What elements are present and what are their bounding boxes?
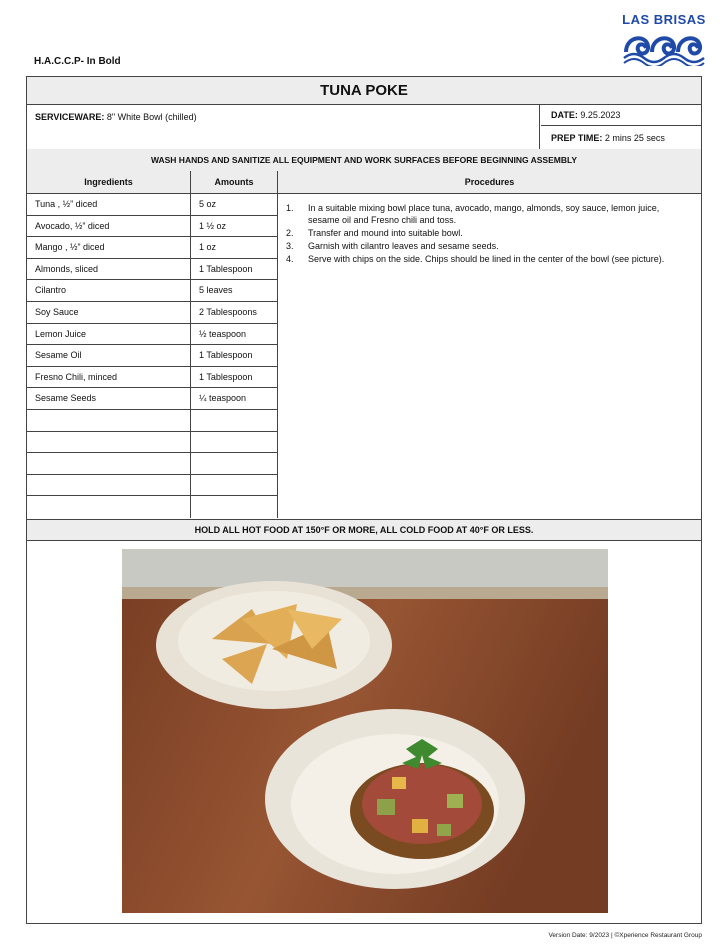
step-text: Transfer and mound into suitable bowl. <box>308 228 463 238</box>
serviceware-label: SERVICEWARE: <box>35 112 105 122</box>
amount-cell <box>191 432 278 453</box>
procedure-step <box>286 202 691 226</box>
amount-cell <box>191 496 278 518</box>
table-row <box>27 496 278 518</box>
table-row <box>27 216 278 238</box>
haccp-note: H.A.C.C.P- In Bold <box>34 56 121 67</box>
table-row <box>27 453 278 475</box>
table-row <box>27 280 278 302</box>
step-text: In a suitable mixing bowl place tuna, avocado, mango, almonds, soy sauce, lemon juice, sesame oil and Fresno chili and toss. <box>308 203 660 225</box>
table-row <box>27 302 278 324</box>
step-number: 2. <box>286 228 294 238</box>
amount-cell: 1 Tablespoon <box>191 345 278 366</box>
ingredient-cell: Soy Sauce <box>27 302 191 323</box>
amount-cell <box>191 475 278 496</box>
amount-cell: 5 leaves <box>191 280 278 301</box>
amount-cell: ½ teaspoon <box>191 324 278 345</box>
prep-time-cell <box>541 127 701 149</box>
table-row <box>27 194 278 216</box>
procedure-step <box>286 240 691 252</box>
step-text: Serve with chips on the side. Chips should be lined in the center of the bowl (see picture). <box>308 254 665 264</box>
ingredients-header: Ingredients <box>27 171 191 194</box>
date-label: DATE: <box>551 110 578 120</box>
amount-cell <box>191 453 278 474</box>
table-row <box>27 410 278 432</box>
table-row <box>27 367 278 389</box>
ingredient-cell <box>27 475 191 496</box>
ingredient-cell: Mango , ½” diced <box>27 237 191 258</box>
wave-logo-icon <box>622 26 706 66</box>
procedure-step <box>286 253 691 265</box>
table-row <box>27 324 278 346</box>
ingredient-cell: Sesame Seeds <box>27 388 191 409</box>
serviceware <box>27 104 540 149</box>
amount-cell: ¼ teaspoon <box>191 388 278 409</box>
version-footer: Version Date: 9/2023 | ©Xperience Restaurant Group <box>548 932 702 939</box>
recipe-sheet <box>26 76 702 924</box>
ingredients-table <box>27 194 278 518</box>
table-row <box>27 259 278 281</box>
amount-cell: 1 Tablespoon <box>191 367 278 388</box>
amount-cell: 1 oz <box>191 237 278 258</box>
las-brisas-logo <box>620 12 708 68</box>
table-row <box>27 345 278 367</box>
step-number: 4. <box>286 254 294 264</box>
date-cell <box>541 104 701 126</box>
amount-cell: 1 Tablespoon <box>191 259 278 280</box>
amounts-header: Amounts <box>191 171 278 194</box>
step-number: 1. <box>286 203 294 213</box>
amount-cell: 2 Tablespoons <box>191 302 278 323</box>
service-row <box>27 104 701 150</box>
dish-photo <box>122 549 608 913</box>
ingredient-cell <box>27 410 191 431</box>
table-row <box>27 388 278 410</box>
hold-temperature-notice: HOLD ALL HOT FOOD AT 150°F OR MORE, ALL COLD FOOD AT 40°F OR LESS. <box>27 519 701 541</box>
logo-text: LAS BRISAS <box>622 12 706 27</box>
table-row <box>27 432 278 454</box>
procedure-step <box>286 227 691 239</box>
ingredient-cell <box>27 496 191 518</box>
amount-cell: 1 ½ oz <box>191 216 278 237</box>
step-number: 3. <box>286 241 294 251</box>
ingredient-cell: Sesame Oil <box>27 345 191 366</box>
ingredient-cell: Avocado, ½” diced <box>27 216 191 237</box>
ingredient-cell <box>27 432 191 453</box>
recipe-title: TUNA POKE <box>27 77 701 105</box>
ingredient-cell: Lemon Juice <box>27 324 191 345</box>
ingredient-cell <box>27 453 191 474</box>
procedures-list <box>278 194 701 519</box>
procedures-header: Procedures <box>278 171 701 194</box>
table-row <box>27 475 278 497</box>
amount-cell: 5 oz <box>191 194 278 215</box>
ingredient-cell: Tuna , ½” diced <box>27 194 191 215</box>
prep-time-value: 2 mins 25 secs <box>604 133 665 143</box>
serviceware-value: 8" White Bowl (chilled) <box>106 112 197 122</box>
ingredient-cell: Fresno Chili, minced <box>27 367 191 388</box>
table-row <box>27 237 278 259</box>
step-text: Garnish with cilantro leaves and sesame seeds. <box>308 241 499 251</box>
ingredient-cell: Almonds, sliced <box>27 259 191 280</box>
date-value: 9.25.2023 <box>580 110 621 120</box>
prep-time-label: PREP TIME: <box>551 133 603 143</box>
wash-hands-notice: WASH HANDS AND SANITIZE ALL EQUIPMENT AND WORK SURFACES BEFORE BEGINNING ASSEMBLY <box>27 149 701 172</box>
ingredient-cell: Cilantro <box>27 280 191 301</box>
amount-cell <box>191 410 278 431</box>
